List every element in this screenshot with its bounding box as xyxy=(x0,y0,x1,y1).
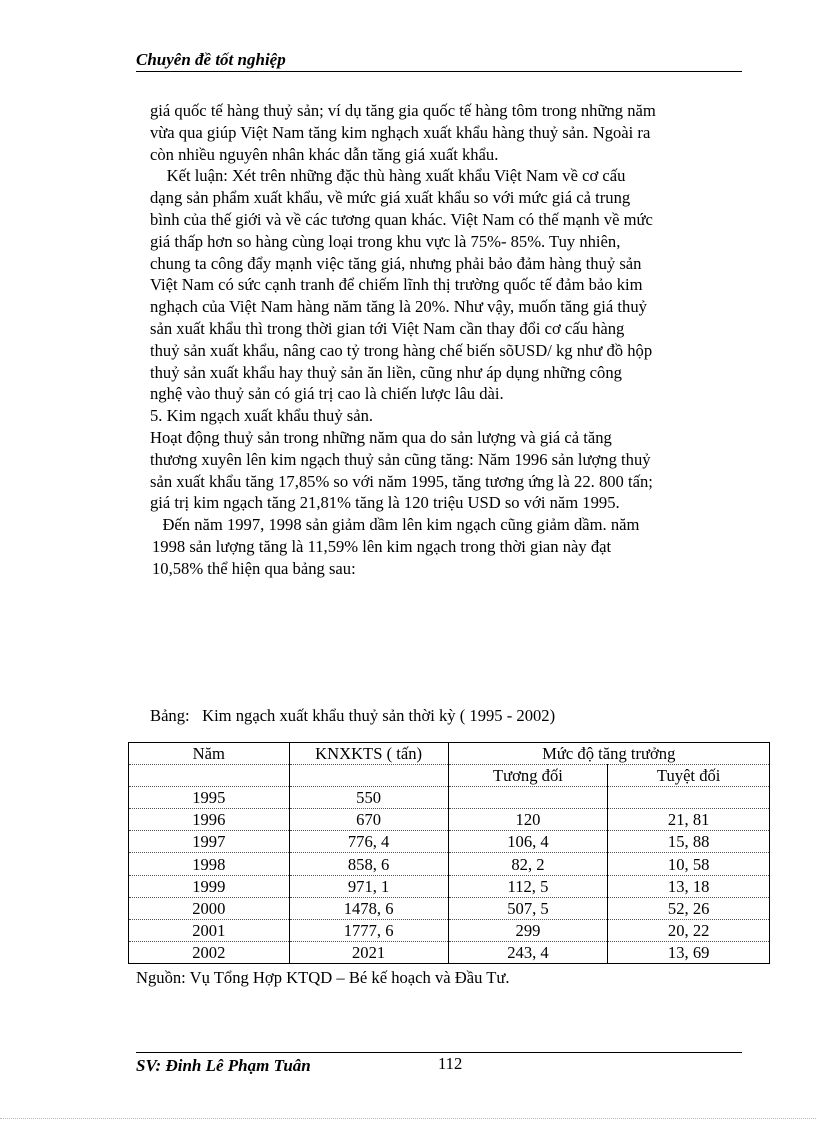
cell-year: 2000 xyxy=(129,897,290,919)
cell-relative xyxy=(448,787,608,809)
table-row xyxy=(129,919,770,941)
cell-knxkts: 2021 xyxy=(289,941,448,963)
cell-knxkts: 550 xyxy=(289,787,448,809)
body-text xyxy=(150,100,735,580)
cell-knxkts: 776, 4 xyxy=(289,831,448,853)
cell-year: 2002 xyxy=(129,941,290,963)
cell-absolute: 21, 81 xyxy=(608,809,770,831)
body-line: Việt Nam có sức cạnh tranh để chiếm lĩnh thị trường quốc tế đảm bảo kim xyxy=(150,275,643,295)
cell-year: 1998 xyxy=(129,853,290,875)
footer-author: SV: Đinh Lê Phạm Tuân xyxy=(136,1056,311,1075)
page-edge-dots xyxy=(0,1118,816,1119)
footer-rule xyxy=(136,1052,742,1053)
export-table xyxy=(128,742,770,964)
body-line: nghệ vào thuỷ sản có giá trị cao là chiến lược lâu dài. xyxy=(150,384,504,404)
cell-relative: 82, 2 xyxy=(448,853,608,875)
table-row xyxy=(129,831,770,853)
cell-year: 1997 xyxy=(129,831,290,853)
body-line: vừa qua giúp Việt Nam tăng kim nghạch xuất khẩu hàng thuỷ sản. Ngoài ra xyxy=(150,122,651,142)
cell-relative: 507, 5 xyxy=(448,897,608,919)
cell-relative: 299 xyxy=(448,919,608,941)
cell-year: 2001 xyxy=(129,919,290,941)
body-line: thương xuyên lên kim ngạch thuỷ sản cũng tăng: Năm 1996 sản lượng thuỷ xyxy=(150,449,651,469)
cell-year: 1995 xyxy=(129,787,290,809)
header-rule xyxy=(136,71,742,72)
body-line: giá quốc tế hàng thuỷ sản; ví dụ tăng gia quốc tế hàng tôm trong những năm xyxy=(150,101,656,120)
table-row xyxy=(129,787,770,809)
cell-absolute xyxy=(608,787,770,809)
table-row xyxy=(129,853,770,875)
cell-knxkts: 971, 1 xyxy=(289,875,448,897)
body-line: 10,58% thể hiện qua bảng sau: xyxy=(152,558,356,578)
header-empty xyxy=(129,765,290,787)
body-line: chung ta công đẩy mạnh việc tăng giá, nhưng phải bảo đảm hàng thuỷ sản xyxy=(150,253,642,273)
body-line: 1998 sản lượng tăng là 11,59% lên kim ngạch trong thời gian này đạt xyxy=(152,536,612,556)
header-absolute: Tuyệt đối xyxy=(608,765,770,787)
cell-absolute: 52, 26 xyxy=(608,897,770,919)
body-line: còn nhiều nguyên nhân khác dẫn tăng giá xuất khẩu. xyxy=(150,144,499,164)
body-line: giá thấp hơn so hàng cùng loại trong khu vực là 75%- 85%. Tuy nhiên, xyxy=(150,231,621,251)
cell-absolute: 15, 88 xyxy=(608,831,770,853)
cell-relative: 112, 5 xyxy=(448,875,608,897)
body-line: Hoạt động thuỷ sản trong những năm qua do sản lượng và giá cả tăng xyxy=(150,427,612,447)
body-line: sản xuất khẩu tăng 17,85% so với năm 1995, tăng tương ứng là 22. 800 tấn; xyxy=(150,471,653,491)
header-relative: Tương đối xyxy=(448,765,608,787)
body-line: dạng sản phẩm xuất khẩu, về mức giá xuất khẩu so với mức giá cả trung xyxy=(150,188,631,208)
cell-year: 1999 xyxy=(129,875,290,897)
header-year: Năm xyxy=(129,743,290,765)
table-row xyxy=(129,941,770,963)
body-line: giá trị kim ngạch tăng 21,81% tăng là 120 triệu USD so với năm 1995. xyxy=(150,493,620,513)
cell-absolute: 13, 18 xyxy=(608,875,770,897)
table-source: Nguồn: Vụ Tổng Hợp KTQD – Bé kế hoạch và Đầu Tư. xyxy=(136,968,510,987)
body-line: Kết luận: Xét trên những đặc thù hàng xuất khẩu Việt Nam về cơ cấu xyxy=(150,166,626,186)
table-row xyxy=(129,897,770,919)
cell-absolute: 10, 58 xyxy=(608,853,770,875)
body-line: sản xuất khẩu thì trong thời gian tới Việt Nam cần thay đổi cơ cấu hàng xyxy=(150,318,625,338)
cell-knxkts: 1478, 6 xyxy=(289,897,448,919)
body-line: thuỷ sản xuất khẩu, nâng cao tỷ trong hàng chế biến sõUSD/ kg như đồ hộp xyxy=(150,340,653,360)
section-heading: 5. Kim ngạch xuất khẩu thuỷ sản. xyxy=(150,406,374,426)
body-line: nghạch của Việt Nam hàng năm tăng là 20%. Như vậy, muốn tăng giá thuỷ xyxy=(150,297,647,317)
body-line: thuỷ sản xuất khẩu hay thuỷ sản ăn liền, cũng như áp dụng những công xyxy=(150,362,622,382)
body-line: Đến năm 1997, 1998 sản giảm dầm lên kim ngạch cũng giảm dầm. năm xyxy=(150,515,640,535)
cell-relative: 120 xyxy=(448,809,608,831)
cell-absolute: 20, 22 xyxy=(608,919,770,941)
table-row xyxy=(129,875,770,897)
cell-knxkts: 1777, 6 xyxy=(289,919,448,941)
header-growth: Mức độ tăng trưởng xyxy=(448,743,769,765)
body-line: bình của thế giới và về các tương quan khác. Việt Nam có thế mạnh về mức xyxy=(150,209,653,229)
table-caption: Bảng: Kim ngạch xuất khẩu thuỷ sản thời kỳ ( 1995 - 2002) xyxy=(150,706,556,725)
header-title: Chuyên đề tốt nghiệp xyxy=(136,50,286,69)
header-empty xyxy=(289,765,448,787)
table-row xyxy=(129,809,770,831)
cell-relative: 106, 4 xyxy=(448,831,608,853)
cell-year: 1996 xyxy=(129,809,290,831)
cell-knxkts: 858, 6 xyxy=(289,853,448,875)
cell-relative: 243, 4 xyxy=(448,941,608,963)
page-number: 112 xyxy=(438,1054,463,1073)
cell-absolute: 13, 69 xyxy=(608,941,770,963)
header-knxkts: KNXKTS ( tấn) xyxy=(289,743,448,765)
cell-knxkts: 670 xyxy=(289,809,448,831)
